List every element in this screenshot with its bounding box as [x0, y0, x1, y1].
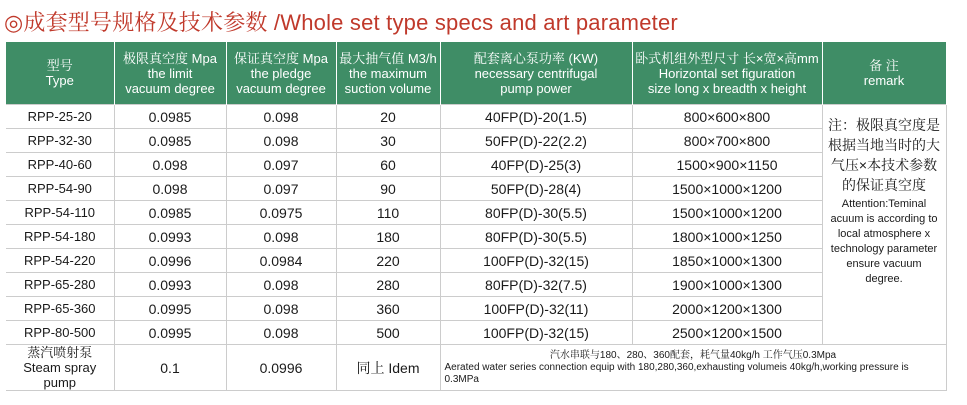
cell-limit: 0.0993 — [114, 273, 226, 297]
cell-type: RPP-65-280 — [6, 273, 114, 297]
cell-size: 800×700×800 — [632, 129, 822, 153]
cell-suction: 180 — [336, 225, 440, 249]
header-pump-power: 配套离心泵功率 (KW) necessary centrifugal pump power — [440, 42, 632, 105]
remark-en: Attention:Teminal acuum is according to local atmosphere x technology parameter ensure vacuum degree. — [830, 198, 938, 285]
cell-pump: 80FP(D)-30(5.5) — [440, 201, 632, 225]
cell-type: RPP-54-180 — [6, 225, 114, 249]
steam-pump-row — [6, 345, 946, 391]
cell-size: 2000×1200×1300 — [632, 297, 822, 321]
table-row — [6, 129, 946, 153]
cell-suction: 220 — [336, 249, 440, 273]
table-row — [6, 201, 946, 225]
table-row — [6, 225, 946, 249]
cell-pump: 80FP(D)-30(5.5) — [440, 225, 632, 249]
cell-limit: 0.0996 — [114, 249, 226, 273]
cell-suction: 280 — [336, 273, 440, 297]
cell-pledge: 0.0996 — [226, 345, 336, 391]
cell-pump: 100FP(D)-32(11) — [440, 297, 632, 321]
cell-type-steam: 蒸汽喷射泵 Steam spray pump — [6, 345, 114, 391]
table-row — [6, 273, 946, 297]
header-limit-vacuum: 极限真空度 Mpa the limit vacuum degree — [114, 42, 226, 105]
table-row — [6, 249, 946, 273]
remark-zh: 注：极限真空度是根据当地当时的大气压×本技术参数的保证真空度 — [828, 117, 940, 193]
cell-pledge: 0.098 — [226, 225, 336, 249]
cell-suction: 90 — [336, 177, 440, 201]
cell-limit: 0.098 — [114, 177, 226, 201]
cell-suction: 110 — [336, 201, 440, 225]
cell-limit: 0.0995 — [114, 297, 226, 321]
cell-limit: 0.0993 — [114, 225, 226, 249]
cell-pledge: 0.098 — [226, 321, 336, 345]
title-en: /Whole set type specs and art parameter — [273, 10, 678, 35]
header-max-suction: 最大抽气值 M3/h the maximum suction volume — [336, 42, 440, 105]
cell-limit: 0.0985 — [114, 105, 226, 129]
cell-type: RPP-54-90 — [6, 177, 114, 201]
cell-size: 1850×1000×1300 — [632, 249, 822, 273]
table-row — [6, 297, 946, 321]
cell-pledge: 0.098 — [226, 273, 336, 297]
cell-pledge: 0.098 — [226, 297, 336, 321]
table-row — [6, 153, 946, 177]
cell-suction: 同上 Idem — [336, 345, 440, 391]
cell-limit: 0.1 — [114, 345, 226, 391]
cell-suction: 20 — [336, 105, 440, 129]
cell-size: 800×600×800 — [632, 105, 822, 129]
cell-suction: 360 — [336, 297, 440, 321]
cell-type: RPP-32-30 — [6, 129, 114, 153]
cell-type: RPP-54-110 — [6, 201, 114, 225]
cell-limit: 0.0985 — [114, 129, 226, 153]
cell-limit: 0.098 — [114, 153, 226, 177]
cell-suction: 500 — [336, 321, 440, 345]
cell-type: RPP-40-60 — [6, 153, 114, 177]
cell-pledge: 0.097 — [226, 153, 336, 177]
cell-type: RPP-54-220 — [6, 249, 114, 273]
cell-pledge: 0.097 — [226, 177, 336, 201]
header-set-size: 卧式机组外型尺寸 长×宽×高mm Horizontal set figuration size long x breadth x height — [632, 42, 822, 105]
specs-table — [6, 42, 947, 391]
steam-note — [440, 345, 946, 391]
table-row — [6, 105, 946, 129]
steam-note-zh: 汽水串联与180、280、360配套，耗气量40kg/h 工作气压0.3Mpa — [549, 349, 837, 361]
cell-pledge: 0.0975 — [226, 201, 336, 225]
cell-pump: 80FP(D)-32(7.5) — [440, 273, 632, 297]
cell-pump: 50FP(D)-22(2.2) — [440, 129, 632, 153]
header-type: 型号 Type — [6, 42, 114, 105]
cell-pump: 100FP(D)-32(15) — [440, 321, 632, 345]
cell-limit: 0.0985 — [114, 201, 226, 225]
cell-size: 1500×1000×1200 — [632, 201, 822, 225]
title-zh: ◎成套型号规格及技术参数 — [4, 10, 268, 35]
header-pledge-vacuum: 保证真空度 Mpa the pledge vacuum degree — [226, 42, 336, 105]
cell-size: 2500×1200×1500 — [632, 321, 822, 345]
cell-size: 1900×1000×1300 — [632, 273, 822, 297]
page-title — [4, 8, 678, 38]
cell-type: RPP-80-500 — [6, 321, 114, 345]
cell-pledge: 0.0984 — [226, 249, 336, 273]
cell-pump: 40FP(D)-25(3) — [440, 153, 632, 177]
cell-pledge: 0.098 — [226, 129, 336, 153]
cell-pump: 100FP(D)-32(15) — [440, 249, 632, 273]
cell-pledge: 0.098 — [226, 105, 336, 129]
specs-table-container — [6, 42, 946, 398]
cell-type: RPP-65-360 — [6, 297, 114, 321]
cell-type: RPP-25-20 — [6, 105, 114, 129]
remark-cell — [822, 105, 946, 345]
cell-suction: 30 — [336, 129, 440, 153]
cell-limit: 0.0995 — [114, 321, 226, 345]
cell-size: 1800×1000×1250 — [632, 225, 822, 249]
cell-pump: 50FP(D)-28(4) — [440, 177, 632, 201]
table-row — [6, 177, 946, 201]
steam-note-en: Aerated water series connection equip with 180,280,360,exhausting volumeis 40kg/h,working pressure is 0.3MPa — [444, 361, 909, 385]
header-remark: 备 注 remark — [822, 42, 946, 105]
table-row — [6, 321, 946, 345]
cell-pump: 40FP(D)-20(1.5) — [440, 105, 632, 129]
cell-size: 1500×1000×1200 — [632, 177, 822, 201]
cell-suction: 60 — [336, 153, 440, 177]
table-header-row — [6, 42, 946, 105]
cell-size: 1500×900×1150 — [632, 153, 822, 177]
